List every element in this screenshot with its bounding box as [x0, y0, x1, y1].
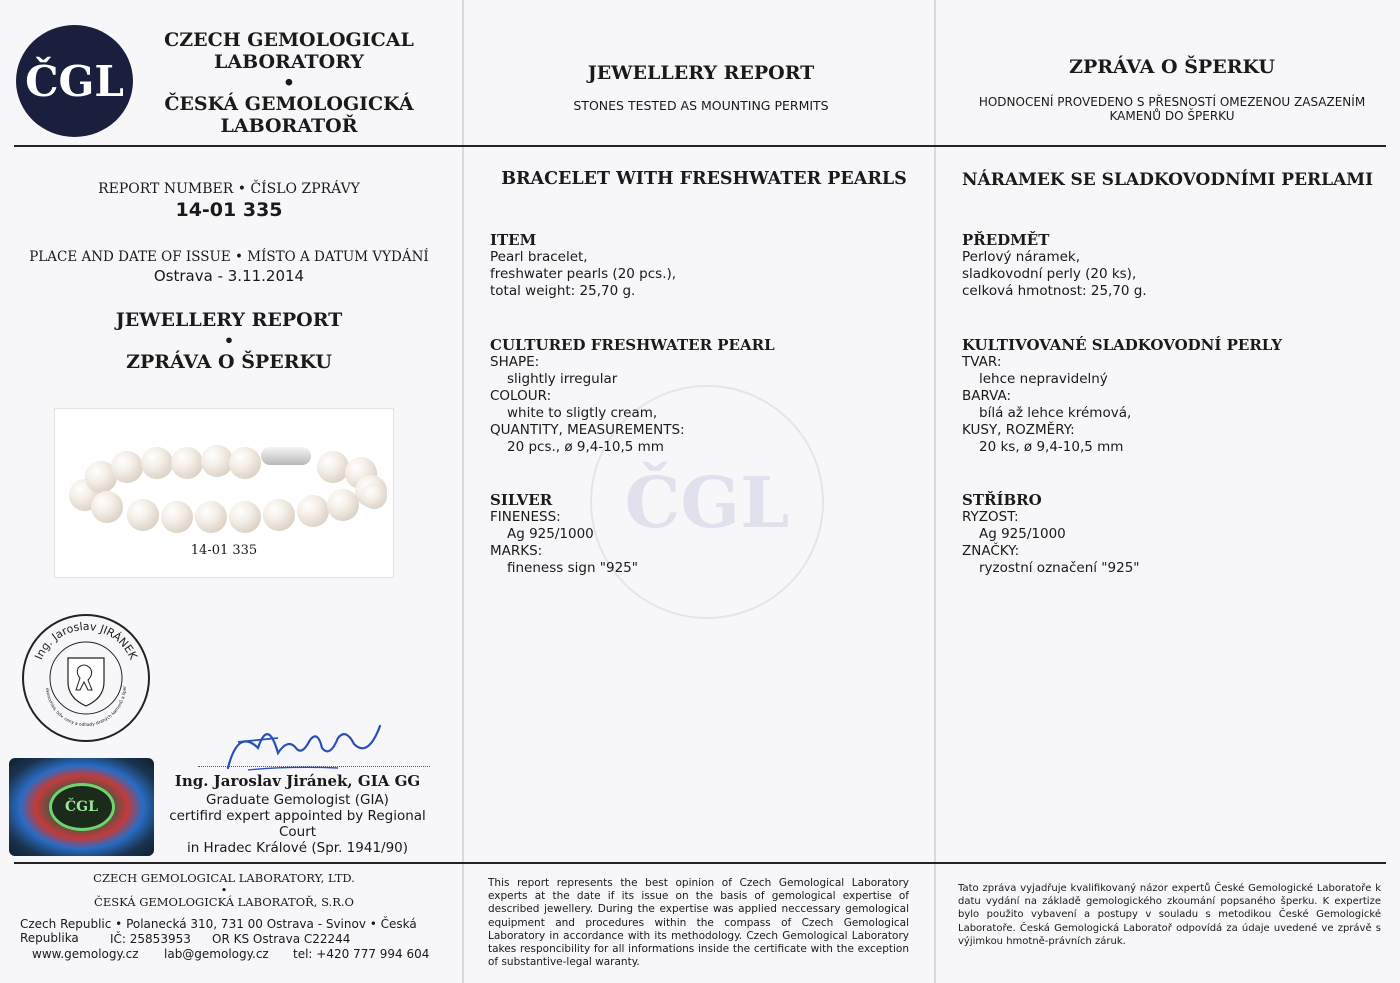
middle-pearl-section — [490, 336, 920, 456]
footer-company — [14, 872, 434, 908]
lab-name-cz-1: ČESKÁ GEMOLOGICKÁ — [164, 93, 414, 115]
stamp-name: Ing. Jaroslav JIRÁNEK — [32, 619, 140, 662]
photo-caption: 14-01 335 — [190, 543, 258, 558]
middle-item-title: ITEM — [490, 231, 537, 249]
report-title-block — [14, 309, 444, 373]
right-header-sub-2: KAMENŮ DO ŠPERKU — [1109, 109, 1235, 123]
cgl-logo — [16, 25, 133, 137]
footer-line-2: ČESKÁ GEMOLOGICKÁ LABORATOŘ, S.R.O — [94, 895, 354, 909]
middle-fineness-label: FINENESS: — [490, 509, 561, 525]
middle-item-line-3: total weight: 25,70 g. — [490, 283, 636, 299]
right-header-title: ZPRÁVA O ŠPERKU — [1069, 56, 1275, 78]
fold-line-right — [934, 0, 936, 983]
middle-silver-title: SILVER — [490, 491, 553, 509]
right-colour-label: BARVA: — [962, 388, 1012, 404]
middle-pearl-title: CULTURED FRESHWATER PEARL — [490, 336, 775, 354]
signer-name: Ing. Jaroslav Jiránek, GIA GG — [174, 772, 421, 790]
hologram-logo — [49, 783, 115, 831]
footer-bullet: • — [220, 883, 228, 897]
footer-ic: IČ: 25853953 — [110, 932, 191, 946]
expert-stamp — [20, 612, 152, 744]
right-silver-section — [962, 491, 1382, 577]
middle-header — [470, 62, 932, 113]
middle-header-title: JEWELLERY REPORT — [587, 62, 815, 84]
right-header — [942, 56, 1400, 123]
right-header-sub-1: HODNOCENÍ PROVEDENO S PŘESNOSTÍ OMEZENOU ZASAZENÍM — [978, 95, 1366, 109]
middle-shape-value: slightly irregular — [507, 371, 618, 387]
hologram-seal — [9, 758, 154, 856]
right-marks-label: ZNAČKY: — [962, 543, 1020, 559]
report-title-bullet: • — [223, 331, 235, 350]
middle-header-sub: STONES TESTED AS MOUNTING PERMITS — [573, 98, 829, 113]
right-shape-value: lehce nepravidelný — [979, 371, 1108, 387]
footer-line-1: CZECH GEMOLOGICAL LABORATORY, LTD. — [93, 871, 355, 885]
right-item-section — [962, 231, 1382, 300]
place-date-block — [14, 249, 444, 285]
signature-scribble — [218, 708, 398, 778]
report-number-label: REPORT NUMBER • ČÍSLO ZPRÁVY — [98, 181, 360, 197]
logo-text: ČGL — [25, 56, 124, 106]
footer-address: Czech Republic • Polanecká 310, 731 00 Ostrava - Svinov • Česká Republika — [20, 917, 417, 945]
right-pearl-title: KULTIVOVANÉ SLADKOVODNÍ PERLY — [962, 336, 1283, 354]
top-rule — [14, 145, 1386, 147]
signer-line-3: certifird expert appointed by Regional Court — [169, 808, 426, 840]
report-number: 14-01 335 — [175, 199, 283, 221]
signer-title: Graduate Gemologist (GIA) — [206, 792, 389, 808]
right-item-line-2: sladkovodní perly (20 ks), — [962, 266, 1137, 282]
stamp-seal — [20, 612, 152, 744]
right-object-title: NÁRAMEK SE SLADKOVODNÍMI PERLAMI — [962, 170, 1374, 190]
watermark-text: ČGL — [624, 460, 790, 544]
footer-tel: tel: +420 777 994 604 — [293, 947, 430, 961]
middle-disclaimer: This report represents the best opinion of Czech Gemological Laboratory experts at the date if its issue on the basis of gemological expertise of described jewellery. During the expertise was applied neccessary gemological equipment and procedures within the compass of Czech Gemological Laboratory in accordance with its methodology. Czech Gemological Laboratory takes responcibility for all informations inside the certificate with the exception of substantive-legal waranty. — [488, 877, 909, 969]
right-item-title: PŘEDMĚT — [962, 231, 1050, 249]
bracelet-photo — [54, 408, 394, 578]
right-colour-value: bílá až lehce krémová, — [979, 405, 1132, 421]
report-number-block — [14, 181, 444, 221]
right-fineness-label: RYZOST: — [962, 509, 1019, 525]
right-qty-label: KUSY, ROZMĚRY: — [962, 422, 1075, 438]
right-shape-label: TVAR: — [962, 354, 1002, 370]
hologram-text: ČGL — [65, 799, 98, 815]
lab-name-block — [160, 29, 418, 137]
place-date-value: Ostrava - 3.11.2014 — [153, 267, 305, 285]
right-disclaimer: Tato zpráva vyjadřuje kvalifikovaný názor expertů České Gemologické Laboratoře k datu vydání na základě gemologického zkoumání popsaného šperku. K expertize bylo použito vybavení a postupy v souladu s metodikou České Gemologické Laboratoře. Česká Gemologická Laboratoř odpovídá za údaje uvedené ve zprávě s výjimkou hmotně-právních záruk. — [958, 883, 1381, 947]
middle-object-title: BRACELET WITH FRESHWATER PEARLS — [501, 169, 907, 189]
lab-name-en-1: CZECH GEMOLOGICAL — [164, 29, 414, 51]
middle-item-section — [490, 231, 920, 300]
signer-line-4: in Hradec Králové (Spr. 1941/90) — [186, 840, 409, 856]
signer-block — [155, 772, 440, 856]
right-silver-title: STŘÍBRO — [962, 491, 1042, 509]
right-item-line-1: Perlový náramek, — [962, 249, 1081, 265]
middle-item-line-2: freshwater pearls (20 pcs.), — [490, 266, 677, 282]
bottom-rule — [14, 862, 1386, 864]
middle-silver-section — [490, 491, 920, 577]
footer-web[interactable]: www.gemology.cz — [32, 947, 139, 961]
signature-dotted-line — [198, 766, 430, 767]
report-title-cz: ZPRÁVA O ŠPERKU — [126, 351, 332, 373]
footer-or: OR KS Ostrava C22244 — [212, 932, 351, 946]
right-item-line-3: celková hmotnost: 25,70 g. — [962, 283, 1147, 299]
middle-marks-label: MARKS: — [490, 543, 543, 559]
signature — [218, 708, 398, 778]
lab-name-cz-2: LABORATOŘ — [220, 115, 358, 137]
middle-shape-label: SHAPE: — [490, 354, 540, 370]
middle-colour-label: COLOUR: — [490, 388, 552, 404]
middle-qty-label: QUANTITY, MEASUREMENTS: — [490, 422, 685, 438]
middle-colour-value: white to sligtly cream, — [507, 405, 658, 421]
lab-name-bullet: • — [282, 72, 296, 94]
middle-item-line-1: Pearl bracelet, — [490, 249, 588, 265]
stamp-ring-text: ekonomika, odv. ceny a odhady drahých kamenů a šper — [44, 685, 129, 729]
report-title-en: JEWELLERY REPORT — [115, 309, 343, 331]
footer-email[interactable]: lab@gemology.cz — [164, 947, 269, 961]
right-marks-value: ryzostní označení "925" — [979, 560, 1140, 576]
place-date-label: PLACE AND DATE OF ISSUE • MÍSTO A DATUM VYDÁNÍ — [29, 249, 429, 265]
right-fineness-value: Ag 925/1000 — [979, 526, 1066, 542]
right-qty-value: 20 ks, ø 9,4-10,5 mm — [979, 439, 1124, 455]
middle-fineness-value: Ag 925/1000 — [507, 526, 594, 542]
middle-marks-value: fineness sign "925" — [507, 560, 638, 576]
right-pearl-section — [962, 336, 1382, 456]
lab-name-en-2: LABORATORY — [213, 51, 364, 73]
fold-line-left — [462, 0, 464, 983]
middle-qty-value: 20 pcs., ø 9,4-10,5 mm — [507, 439, 664, 455]
